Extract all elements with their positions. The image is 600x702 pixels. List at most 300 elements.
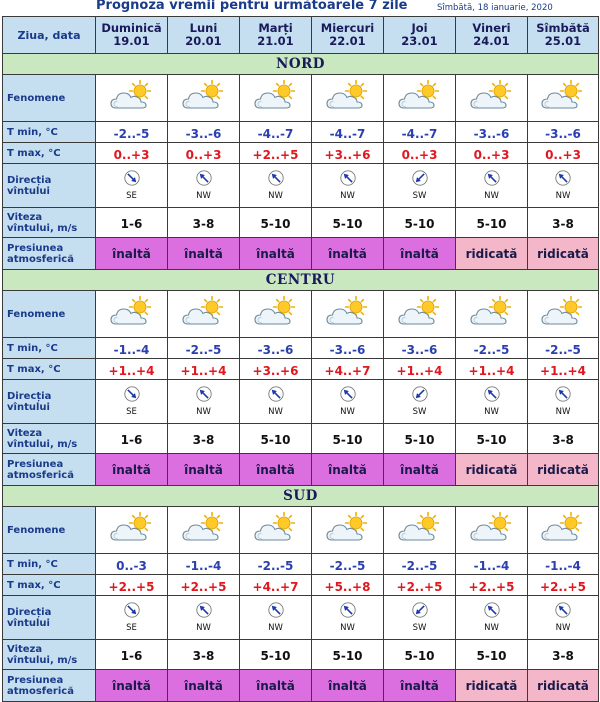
tmax-cell <box>240 143 312 164</box>
wind-speed-cell <box>528 208 599 238</box>
pressure-label-text: Presiunea <box>7 674 64 686</box>
wind-direction-cell <box>240 380 312 424</box>
tmax-value: +1..+4 <box>468 363 515 378</box>
wind-direction-cell <box>528 596 599 640</box>
region-row-sud <box>3 486 599 507</box>
wind-direction-label-text: Direcția <box>7 606 52 618</box>
tmax-label-text: T max, °C <box>7 579 61 591</box>
wind-direction-cell <box>96 380 168 424</box>
wind-direction-value: NW <box>340 407 355 417</box>
tmax-cell <box>96 359 168 380</box>
tmax-value: 0..+3 <box>545 147 581 162</box>
tmin-cell <box>528 554 599 575</box>
wind-speed-value: 3-8 <box>552 433 574 447</box>
tmin-value: -3..-6 <box>473 126 510 141</box>
tmin-label-text: T min, °C <box>7 126 58 138</box>
partly-cloudy-icon <box>397 512 443 544</box>
page-header <box>0 0 600 16</box>
tmax-cell <box>528 575 599 596</box>
tmax-cell <box>168 575 240 596</box>
region-row-nord <box>3 54 599 75</box>
tmax-cell <box>528 359 599 380</box>
wind-direction-label <box>3 380 96 424</box>
tmax-value: +2..+5 <box>540 579 586 594</box>
weather-cell <box>456 291 528 338</box>
phenomena-row <box>3 75 599 122</box>
wind-speed-value: 3-8 <box>192 433 215 447</box>
pressure-cell <box>96 454 168 486</box>
compass-arrow-icon <box>268 386 284 402</box>
tmax-value: +3..+6 <box>324 147 371 162</box>
tmin-value: -4..-7 <box>257 126 294 141</box>
tmin-cell <box>168 122 240 143</box>
partly-cloudy-icon <box>181 80 227 112</box>
phenomena-label <box>3 75 96 122</box>
pressure-cell <box>312 238 384 270</box>
wind-speed-cell <box>240 424 312 454</box>
partly-cloudy-icon <box>181 296 227 328</box>
wind-speed-cell <box>168 208 240 238</box>
tmin-value: -2..-5 <box>329 558 366 573</box>
wind-speed-value: 1-6 <box>120 217 143 231</box>
partly-cloudy-icon <box>109 296 155 328</box>
tmin-value: -2..-5 <box>401 558 438 573</box>
wind-speed-value: 5-10 <box>404 217 435 231</box>
weather-cell <box>168 507 240 554</box>
compass-arrow-icon <box>268 170 284 186</box>
compass-arrow-icon <box>555 170 571 186</box>
page-title: Prognoza vremii pentru următoarele 7 zile <box>96 0 408 13</box>
pressure-value: înaltă <box>184 246 223 261</box>
wind-speed-label <box>3 208 96 238</box>
wind-direction-value: NW <box>268 623 283 633</box>
tmin-cell <box>96 338 168 359</box>
day-name: Sîmbătă <box>536 21 590 35</box>
tmax-value: +5..+8 <box>324 579 371 594</box>
pressure-value: înaltă <box>112 246 151 261</box>
tmin-value: -3..-6 <box>401 342 438 357</box>
partly-cloudy-icon <box>253 80 299 112</box>
compass-arrow-icon <box>484 386 500 402</box>
pressure-label-text-2: atmosferică <box>7 685 74 697</box>
pressure-value: înaltă <box>328 462 367 477</box>
wind-speed-value: 5-10 <box>404 649 435 663</box>
wind-speed-value: 5-10 <box>332 649 363 663</box>
pressure-value: înaltă <box>256 462 295 477</box>
phenomena-label <box>3 291 96 338</box>
day-name: Luni <box>189 21 218 35</box>
wind-speed-cell <box>96 208 168 238</box>
tmin-label <box>3 122 96 143</box>
pressure-label-text-2: atmosferică <box>7 253 74 265</box>
tmax-cell <box>312 575 384 596</box>
day-header-1 <box>96 17 168 54</box>
wind-direction-cell <box>96 164 168 208</box>
phenomena-row <box>3 291 599 338</box>
compass-arrow-icon <box>124 602 140 618</box>
partly-cloudy-icon <box>540 80 586 112</box>
tmax-value: +1..+4 <box>108 363 155 378</box>
partly-cloudy-icon <box>469 80 515 112</box>
tmax-label <box>3 575 96 596</box>
tmin-cell <box>240 122 312 143</box>
tmax-value: +2..+5 <box>252 147 299 162</box>
pressure-cell <box>168 670 240 702</box>
wind-direction-value: NW <box>268 191 283 201</box>
wind-speed-cell <box>96 424 168 454</box>
partly-cloudy-icon <box>469 296 515 328</box>
wind-direction-label <box>3 164 96 208</box>
pressure-value: înaltă <box>112 678 151 693</box>
tmax-value: +3..+6 <box>252 363 299 378</box>
tmin-cell <box>312 338 384 359</box>
partly-cloudy-icon <box>325 512 371 544</box>
weather-cell <box>96 75 168 122</box>
pressure-value: ridicată <box>465 678 518 693</box>
compass-arrow-icon <box>340 602 356 618</box>
tmax-value: +2..+5 <box>396 579 443 594</box>
tmax-label-text: T max, °C <box>7 363 61 375</box>
day-header-3 <box>240 17 312 54</box>
pressure-row <box>3 454 599 486</box>
wind-speed-value: 3-8 <box>192 649 215 663</box>
pressure-value: înaltă <box>256 678 295 693</box>
tmin-label <box>3 338 96 359</box>
wind-speed-value: 5-10 <box>476 433 507 447</box>
wind-speed-value: 5-10 <box>260 433 291 447</box>
region-name: SUD <box>283 488 318 504</box>
wind-direction-value: SE <box>126 407 137 417</box>
tmax-cell <box>312 359 384 380</box>
wind-direction-cell <box>96 596 168 640</box>
day-header-label <box>3 17 96 54</box>
wind-speed-cell <box>456 208 528 238</box>
weather-cell <box>168 75 240 122</box>
pressure-value: înaltă <box>328 246 367 261</box>
wind-speed-cell <box>456 424 528 454</box>
wind-direction-value: SW <box>412 623 427 633</box>
tmin-value: -4..-7 <box>401 126 438 141</box>
pressure-value: înaltă <box>400 462 439 477</box>
wind-direction-value: NW <box>196 407 211 417</box>
tmax-cell <box>456 359 528 380</box>
forecast-table <box>2 16 599 702</box>
tmin-value: -3..-6 <box>185 126 222 141</box>
wind-speed-label-text: Viteza <box>7 643 43 655</box>
tmin-cell <box>384 338 456 359</box>
wind-direction-value: SW <box>412 191 427 201</box>
wind-speed-value: 3-8 <box>192 217 215 231</box>
day-date: 22.01 <box>329 34 366 48</box>
region-title <box>3 486 599 507</box>
weather-cell <box>312 507 384 554</box>
wind-speed-value: 5-10 <box>332 217 363 231</box>
wind-speed-cell <box>312 424 384 454</box>
weather-cell <box>96 291 168 338</box>
wind-direction-cell <box>384 164 456 208</box>
pressure-cell <box>384 670 456 702</box>
wind-direction-cell <box>312 164 384 208</box>
pressure-value: înaltă <box>184 462 223 477</box>
wind-speed-label-text-2: vîntului, m/s <box>7 222 78 234</box>
pressure-cell <box>168 454 240 486</box>
tmax-cell <box>312 143 384 164</box>
wind-speed-row <box>3 640 599 670</box>
pressure-cell <box>528 670 599 702</box>
wind-direction-value: NW <box>555 623 571 633</box>
pressure-cell <box>312 454 384 486</box>
tmax-cell <box>384 359 456 380</box>
wind-direction-cell <box>240 164 312 208</box>
wind-speed-cell <box>528 424 599 454</box>
wind-direction-cell <box>456 380 528 424</box>
partly-cloudy-icon <box>469 512 515 544</box>
wind-direction-cell <box>384 380 456 424</box>
wind-direction-value: NW <box>555 191 571 201</box>
weather-cell <box>528 291 599 338</box>
compass-arrow-icon <box>340 170 356 186</box>
tmin-cell <box>168 554 240 575</box>
tmax-row <box>3 143 599 164</box>
wind-speed-label <box>3 640 96 670</box>
wind-speed-value: 5-10 <box>332 433 363 447</box>
wind-direction-value: NW <box>340 191 355 201</box>
pressure-cell <box>240 454 312 486</box>
wind-speed-value: 5-10 <box>260 217 291 231</box>
tmax-label <box>3 143 96 164</box>
day-date: 21.01 <box>257 34 294 48</box>
pressure-row <box>3 238 599 270</box>
pressure-cell <box>528 238 599 270</box>
wind-speed-label-text-2: vîntului, m/s <box>7 654 78 666</box>
pressure-value: înaltă <box>400 246 439 261</box>
wind-speed-cell <box>240 640 312 670</box>
wind-speed-value: 5-10 <box>476 649 507 663</box>
day-header-7 <box>528 17 599 54</box>
tmin-row <box>3 338 599 359</box>
pressure-label <box>3 670 96 702</box>
tmin-value: -1..-4 <box>545 558 581 573</box>
wind-direction-value: NW <box>196 191 211 201</box>
wind-speed-cell <box>240 208 312 238</box>
region-row-centru <box>3 270 599 291</box>
tmin-cell <box>528 122 599 143</box>
tmax-value: 0..+3 <box>113 147 150 162</box>
tmin-cell <box>240 554 312 575</box>
partly-cloudy-icon <box>253 296 299 328</box>
pressure-label-text-2: atmosferică <box>7 469 74 481</box>
partly-cloudy-icon <box>181 512 227 544</box>
weather-cell <box>96 507 168 554</box>
compass-arrow-icon <box>124 170 140 186</box>
tmax-cell <box>384 575 456 596</box>
wind-direction-row <box>3 164 599 208</box>
weather-cell <box>312 291 384 338</box>
tmax-cell <box>528 143 599 164</box>
tmax-value: +2..+5 <box>468 579 515 594</box>
tmin-value: -1..-4 <box>185 558 222 573</box>
weather-cell <box>240 75 312 122</box>
pressure-value: înaltă <box>112 462 151 477</box>
pressure-value: înaltă <box>400 678 439 693</box>
tmax-cell <box>240 359 312 380</box>
tmax-row <box>3 359 599 380</box>
wind-direction-value: NW <box>555 407 571 417</box>
day-date: 23.01 <box>401 34 438 48</box>
pressure-cell <box>384 238 456 270</box>
wind-direction-cell <box>456 164 528 208</box>
weather-cell <box>456 75 528 122</box>
compass-arrow-icon <box>412 386 428 402</box>
wind-speed-cell <box>456 640 528 670</box>
weather-cell <box>168 291 240 338</box>
tmin-value: -1..-4 <box>113 342 150 357</box>
wind-speed-value: 5-10 <box>404 433 435 447</box>
wind-speed-value: 3-8 <box>552 649 574 663</box>
tmin-cell <box>384 554 456 575</box>
tmax-cell <box>168 143 240 164</box>
tmin-cell <box>168 338 240 359</box>
tmax-row <box>3 575 599 596</box>
tmax-value: 0..+3 <box>185 147 222 162</box>
tmax-cell <box>384 143 456 164</box>
pressure-label-text: Presiunea <box>7 242 64 254</box>
pressure-value: înaltă <box>328 678 367 693</box>
wind-direction-value: SE <box>126 191 137 201</box>
compass-arrow-icon <box>268 602 284 618</box>
partly-cloudy-icon <box>109 80 155 112</box>
partly-cloudy-icon <box>397 80 443 112</box>
wind-speed-row <box>3 424 599 454</box>
day-date: 25.01 <box>544 34 582 48</box>
wind-direction-label <box>3 596 96 640</box>
day-name: Marți <box>258 21 293 35</box>
pressure-value: ridicată <box>465 462 518 477</box>
region-name: CENTRU <box>265 272 336 288</box>
wind-speed-cell <box>384 208 456 238</box>
weather-cell <box>528 507 599 554</box>
wind-direction-value: NW <box>484 407 499 417</box>
wind-direction-value: NW <box>484 191 499 201</box>
pressure-value: înaltă <box>256 246 295 261</box>
wind-direction-label-text-2: vîntului <box>7 617 50 629</box>
tmax-cell <box>168 359 240 380</box>
partly-cloudy-icon <box>397 296 443 328</box>
wind-speed-cell <box>312 640 384 670</box>
weather-cell <box>312 75 384 122</box>
pressure-label <box>3 454 96 486</box>
wind-speed-label-text: Viteza <box>7 211 43 223</box>
partly-cloudy-icon <box>540 296 586 328</box>
tmax-cell <box>96 143 168 164</box>
pressure-cell <box>240 238 312 270</box>
wind-speed-cell <box>168 640 240 670</box>
wind-speed-value: 3-8 <box>552 217 574 231</box>
phenomena-label-text: Fenomene <box>7 524 66 536</box>
day-header-2 <box>168 17 240 54</box>
partly-cloudy-icon <box>540 512 586 544</box>
tmax-cell <box>96 575 168 596</box>
wind-direction-cell <box>312 380 384 424</box>
wind-direction-cell <box>528 380 599 424</box>
pressure-cell <box>384 454 456 486</box>
day-header-6 <box>456 17 528 54</box>
tmin-value: -1..-4 <box>473 558 510 573</box>
wind-speed-value: 5-10 <box>476 217 507 231</box>
weather-cell <box>240 291 312 338</box>
compass-arrow-icon <box>196 602 212 618</box>
forecast-date: Sîmbătă, 18 ianuarie, 2020 <box>437 3 553 13</box>
tmin-value: -3..-6 <box>257 342 294 357</box>
pressure-cell <box>240 670 312 702</box>
day-date: 19.01 <box>113 34 150 48</box>
phenomena-row <box>3 507 599 554</box>
tmin-cell <box>528 338 599 359</box>
tmin-cell <box>96 122 168 143</box>
wind-direction-label-text-2: vîntului <box>7 401 50 413</box>
pressure-cell <box>96 238 168 270</box>
wind-speed-label-text: Viteza <box>7 427 43 439</box>
wind-speed-cell <box>96 640 168 670</box>
tmax-cell <box>456 143 528 164</box>
wind-direction-label-text: Direcția <box>7 174 52 186</box>
partly-cloudy-icon <box>325 80 371 112</box>
compass-arrow-icon <box>196 170 212 186</box>
wind-direction-row <box>3 380 599 424</box>
wind-speed-cell <box>384 424 456 454</box>
wind-speed-cell <box>168 424 240 454</box>
wind-direction-cell <box>384 596 456 640</box>
wind-direction-cell <box>528 164 599 208</box>
tmax-label-text: T max, °C <box>7 147 61 159</box>
phenomena-label <box>3 507 96 554</box>
tmax-value: +2..+5 <box>180 579 227 594</box>
region-title <box>3 270 599 291</box>
compass-arrow-icon <box>555 602 571 618</box>
pressure-value: ridicată <box>537 678 589 693</box>
tmin-row <box>3 554 599 575</box>
wind-direction-row <box>3 596 599 640</box>
pressure-cell <box>456 670 528 702</box>
tmin-cell <box>384 122 456 143</box>
tmax-value: 0..+3 <box>401 147 438 162</box>
tmax-value: +4..+7 <box>324 363 371 378</box>
compass-arrow-icon <box>484 602 500 618</box>
tmin-row <box>3 122 599 143</box>
wind-speed-value: 1-6 <box>120 649 143 663</box>
pressure-cell <box>456 454 528 486</box>
weather-cell <box>384 291 456 338</box>
compass-arrow-icon <box>555 386 571 402</box>
pressure-cell <box>96 670 168 702</box>
day-date: 20.01 <box>185 34 222 48</box>
wind-speed-value: 1-6 <box>120 433 143 447</box>
day-date: 24.01 <box>473 34 510 48</box>
region-title <box>3 54 599 75</box>
tmin-label-text: T min, °C <box>7 342 58 354</box>
weather-cell <box>384 75 456 122</box>
partly-cloudy-icon <box>109 512 155 544</box>
tmax-value: +4..+7 <box>252 579 299 594</box>
pressure-cell <box>312 670 384 702</box>
tmax-cell <box>456 575 528 596</box>
tmin-cell <box>240 338 312 359</box>
tmin-value: -2..-5 <box>113 126 150 141</box>
wind-speed-row <box>3 208 599 238</box>
tmax-value: 0..+3 <box>473 147 510 162</box>
tmin-value: -2..-5 <box>545 342 581 357</box>
region-name: NORD <box>275 56 326 72</box>
